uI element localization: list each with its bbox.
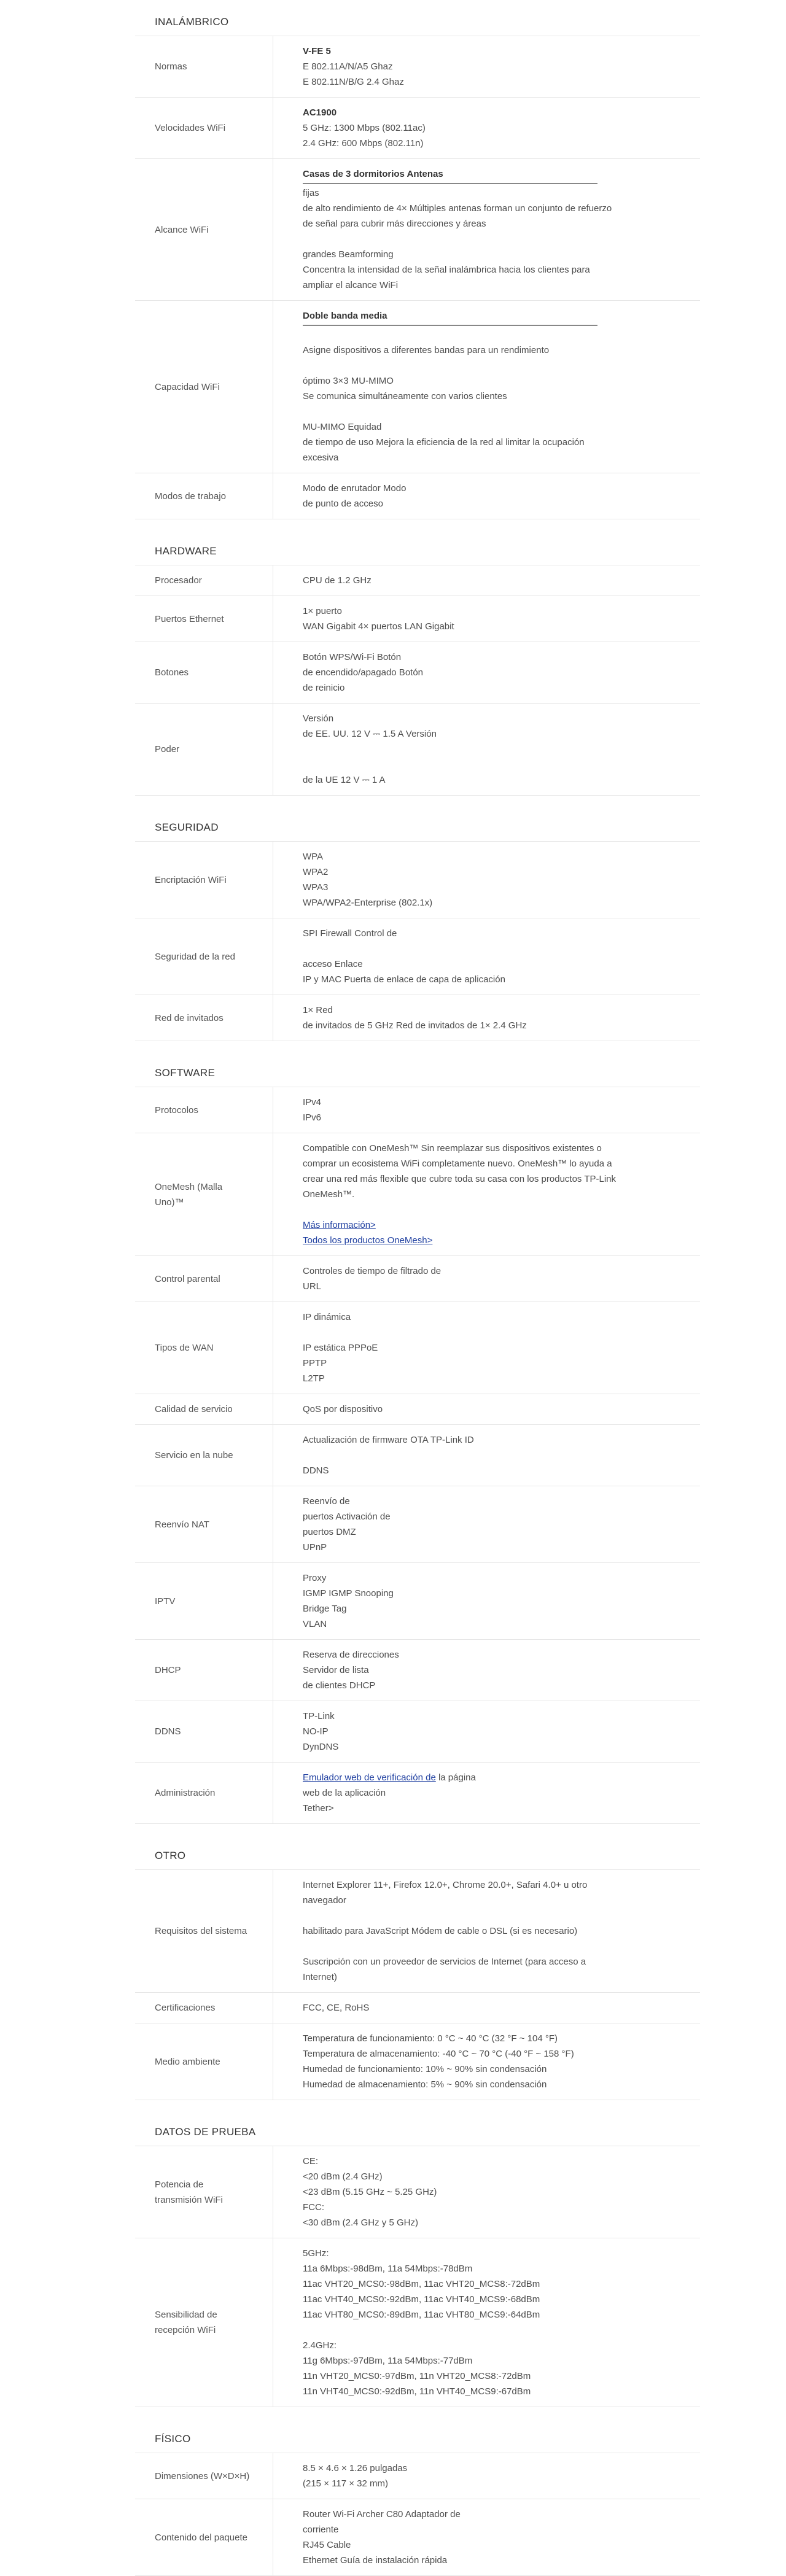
spec-row-contenido-del-paquete (135, 2499, 700, 2576)
spacer (303, 1325, 617, 1340)
spec-label (135, 2453, 273, 2499)
spec-row-poder (135, 704, 700, 796)
spec-line: 1× Red (303, 1005, 333, 1015)
spec-label (135, 1394, 273, 1424)
spec-line: WPA2 (303, 867, 329, 877)
spec-line: de EE. UU. 12 V ⎓ 1.5 A Versión (303, 729, 437, 739)
spec-line: E 802.11A/N/A5 Ghaz (303, 61, 393, 72)
spec-label (135, 918, 273, 995)
spec-value (273, 2499, 617, 2575)
spec-line: Doble banda media (303, 308, 597, 326)
spec-label-text: Protocolos (155, 1104, 198, 1115)
spec-line: acceso Enlace (303, 959, 363, 969)
spec-line: Bridge Tag (303, 1604, 347, 1614)
spec-label-text: Requisitos del sistema (155, 1926, 247, 1936)
spec-line: puertos DMZ (303, 1527, 356, 1537)
spec-label-text: Sensibilidad de recepción WiFi (155, 2310, 217, 2335)
spec-line: <20 dBm (2.4 GHz) (303, 2171, 383, 2182)
spec-line (303, 1233, 617, 1248)
spec-line: de la UE 12 V ⎓ 1 A (303, 775, 386, 785)
spacer (303, 2322, 617, 2338)
section-software (135, 1066, 700, 1824)
spec-row-alcance-wifi (135, 159, 700, 301)
spec-line: Actualización de firmware OTA TP-Link ID (303, 1435, 474, 1445)
spec-value (273, 1394, 617, 1424)
spec-link[interactable]: Todos los productos OneMesh> (303, 1235, 433, 1246)
spec-line: Reenvío de (303, 1496, 350, 1507)
spec-label (135, 1993, 273, 2023)
spec-value (273, 2453, 617, 2499)
spec-label-text: Normas (155, 61, 187, 72)
spec-line: 5GHz: (303, 2248, 329, 2259)
spec-label (135, 1563, 273, 1639)
spacer (303, 1908, 617, 1923)
spec-line: WAN Gigabit 4× puertos LAN Gigabit (303, 621, 454, 632)
spec-label (135, 1640, 273, 1701)
spec-line: IP y MAC Puerta de enlace de capa de aplicación (303, 974, 505, 985)
spec-row-dhcp (135, 1640, 700, 1701)
spec-label-text: Procesador (155, 575, 202, 586)
spec-value (273, 995, 617, 1041)
spec-label (135, 1486, 273, 1562)
spec-label (135, 301, 273, 473)
spec-line: Humedad de funcionamiento: 10% ~ 90% sin condensación (303, 2064, 547, 2074)
spec-line: <30 dBm (2.4 GHz y 5 GHz) (303, 2217, 418, 2228)
spec-line: de clientes DHCP (303, 1680, 376, 1691)
spec-line: Asigne dispositivos a diferentes bandas para un rendimiento (303, 345, 550, 355)
spec-line: IPv6 (303, 1112, 322, 1123)
spec-line (303, 1217, 617, 1233)
spec-value (273, 1701, 617, 1762)
spec-line: 11g 6Mbps:-97dBm, 11a 54Mbps:-77dBm (303, 2356, 473, 2366)
spec-line: E 802.11N/B/G 2.4 Ghaz (303, 77, 404, 87)
spec-row-reenvio-nat (135, 1486, 700, 1563)
spec-line: 2.4 GHz: 600 Mbps (802.11n) (303, 138, 424, 149)
spec-line: 8.5 × 4.6 × 1.26 pulgadas (303, 2463, 408, 2473)
spec-line: Casas de 3 dormitorios Antenas (303, 166, 597, 184)
spec-row-seguridad-de-la-red (135, 918, 700, 995)
spec-row-botones (135, 642, 700, 704)
spacer (303, 1448, 617, 1463)
spec-label-text: Velocidades WiFi (155, 123, 226, 133)
spacer (303, 1939, 617, 1954)
spec-row-ddns (135, 1701, 700, 1763)
spec-line: AC1900 (303, 107, 337, 118)
spec-line: WPA3 (303, 882, 329, 893)
spec-line: óptimo 3×3 MU-MIMO (303, 376, 394, 386)
spec-label-text: Tipos de WAN (155, 1343, 214, 1353)
spec-value (273, 1486, 617, 1562)
spec-label-text: Control parental (155, 1273, 220, 1284)
spec-label-text: DDNS (155, 1726, 181, 1737)
spec-line: habilitado para JavaScript Módem de cable o DSL (si es necesario) (303, 1926, 578, 1936)
spec-line: Se comunica simultáneamente con varios clientes (303, 391, 507, 402)
spec-value (273, 1302, 617, 1394)
spec-row-certificaciones (135, 1993, 700, 2023)
spec-line: PPTP (303, 1358, 327, 1368)
spacer (303, 941, 617, 956)
spec-label (135, 1087, 273, 1133)
spec-line: 5 GHz: 1300 Mbps (802.11ac) (303, 123, 426, 133)
spec-line: <23 dBm (5.15 GHz ~ 5.25 GHz) (303, 2187, 437, 2197)
spec-row-encriptacion-wifi (135, 842, 700, 918)
spec-line: DynDNS (303, 1742, 339, 1752)
spec-line: Reserva de direcciones (303, 1650, 399, 1660)
spec-link[interactable]: Emulador web de verificación de (303, 1772, 436, 1783)
spec-value (273, 918, 617, 995)
spec-label (135, 1870, 273, 1992)
spec-line: RJ45 Cable (303, 2540, 351, 2550)
spec-line: IGMP IGMP Snooping (303, 1588, 394, 1599)
spec-line: IP dinámica (303, 1312, 351, 1322)
spec-row-tipos-de-wan (135, 1302, 700, 1394)
spec-value (273, 1087, 617, 1133)
spec-link[interactable]: Más información> (303, 1220, 376, 1230)
spec-row-potencia-de-transmision-wifi (135, 2146, 700, 2238)
spacer (303, 327, 617, 343)
spec-row-iptv (135, 1563, 700, 1640)
spec-label (135, 2146, 273, 2238)
spec-label-text: OneMesh (Malla Uno)™ (155, 1181, 223, 1208)
spec-label-text: Medio ambiente (155, 2056, 220, 2067)
spec-line: Internet Explorer 11+, Firefox 12.0+, Chrome 20.0+, Safari 4.0+ u otro navegador (303, 1880, 588, 1906)
section-datos-de-prueba (135, 2125, 700, 2407)
spacer (303, 1202, 617, 1217)
spec-label-text: Botones (155, 667, 189, 678)
section-title: INALÁMBRICO (135, 15, 700, 36)
spec-value (273, 1763, 617, 1823)
spec-value (273, 1640, 617, 1701)
spec-label (135, 704, 273, 795)
spec-value (273, 1563, 617, 1639)
spec-label (135, 159, 273, 300)
spec-line: 11n VHT20_MCS0:-97dBm, 11n VHT20_MCS8:-72dBm (303, 2371, 531, 2381)
spec-value (273, 301, 617, 473)
spec-line: Compatible con OneMesh™ Sin reemplazar sus dispositivos existentes o comprar un ecosistema WiFi completamente nuevo. OneMesh™ lo ayuda a crear una red más flexible que cubre toda su casa con los productos TP-Link OneMesh™. (303, 1143, 616, 1200)
spec-line (303, 1770, 617, 1785)
spec-line: CPU de 1.2 GHz (303, 575, 372, 586)
spec-line: Proxy (303, 1573, 327, 1583)
spacer (303, 757, 617, 772)
spec-label-text: Seguridad de la red (155, 951, 235, 962)
spec-line: DDNS (303, 1465, 329, 1476)
spec-label-text: Potencia de transmisión WiFi (155, 2179, 223, 2205)
spec-row-requisitos-del-sistema (135, 1870, 700, 1993)
spec-label-text: Administración (155, 1788, 216, 1798)
spec-value (273, 1425, 617, 1486)
spec-label (135, 1256, 273, 1302)
spec-label (135, 1701, 273, 1762)
spec-row-procesador (135, 565, 700, 596)
spec-row-onemesh-malla-uno (135, 1133, 700, 1256)
spec-row-capacidad-wifi (135, 301, 700, 473)
spec-line: Suscripción con un proveedor de servicios de Internet (para acceso a Internet) (303, 1957, 586, 1982)
section-hardware (135, 544, 700, 796)
spec-line: Controles de tiempo de filtrado de (303, 1266, 442, 1276)
spec-row-calidad-de-servicio (135, 1394, 700, 1425)
spec-line: VLAN (303, 1619, 327, 1629)
spec-value (273, 642, 617, 703)
spec-label-text: Capacidad WiFi (155, 381, 220, 392)
spec-line: 2.4GHz: (303, 2340, 337, 2351)
spec-label-text: DHCP (155, 1665, 181, 1675)
spec-label-text: Puertos Ethernet (155, 613, 224, 624)
spec-line: puertos Activación de (303, 1511, 391, 1522)
spec-label (135, 596, 273, 642)
spec-label (135, 36, 273, 97)
spec-label (135, 2499, 273, 2575)
spec-line: Servidor de lista (303, 1665, 369, 1675)
spec-value (273, 159, 617, 300)
spec-label (135, 98, 273, 158)
spec-line: Modo de enrutador Modo (303, 483, 407, 494)
spec-value (273, 704, 617, 795)
spec-row-control-parental (135, 1256, 700, 1302)
spec-line: Versión (303, 713, 334, 724)
section-title: HARDWARE (135, 544, 700, 565)
spec-label-text: Reenvío NAT (155, 1519, 209, 1530)
spec-label (135, 995, 273, 1041)
spec-label-text: Poder (155, 744, 180, 755)
spec-line: Humedad de almacenamiento: 5% ~ 90% sin condensación (303, 2079, 547, 2090)
spec-label (135, 473, 273, 519)
spec-label (135, 1763, 273, 1823)
spec-label-text: Red de invitados (155, 1012, 224, 1023)
spec-row-modos-de-trabajo (135, 473, 700, 519)
spec-line: de encendido/apagado Botón (303, 667, 424, 678)
spec-line: WPA/WPA2-Enterprise (802.1x) (303, 898, 433, 908)
spec-line: WPA (303, 852, 324, 862)
spacer (303, 231, 617, 247)
spec-value (273, 36, 617, 97)
spec-line: 11ac VHT40_MCS0:-92dBm, 11ac VHT40_MCS9:-68dBm (303, 2294, 540, 2305)
spec-line: FCC: (303, 2202, 324, 2213)
section-title: SEGURIDAD (135, 820, 700, 842)
spec-row-velocidades-wifi (135, 98, 700, 159)
spec-line: FCC, CE, RoHS (303, 2003, 370, 2013)
spec-page (135, 0, 700, 2576)
spec-row-puertos-ethernet (135, 596, 700, 642)
spec-label (135, 1425, 273, 1486)
spec-line: Tether> (303, 1803, 334, 1814)
section-otro (135, 1849, 700, 2100)
spec-row-sensibilidad-de-recepcion-wifi (135, 2238, 700, 2407)
section-title: SOFTWARE (135, 1066, 700, 1087)
spec-label-text: Encriptación WiFi (155, 874, 227, 885)
spec-line: 11ac VHT80_MCS0:-89dBm, 11ac VHT80_MCS9:-64dBm (303, 2310, 540, 2320)
section-inalambrico (135, 15, 700, 519)
spec-row-normas (135, 36, 700, 98)
spacer (303, 404, 617, 419)
spec-line: Temperatura de almacenamiento: -40 °C ~ 70 °C (-40 °F ~ 158 °F) (303, 2049, 574, 2059)
spec-value (273, 1993, 617, 2023)
spec-row-protocolos (135, 1087, 700, 1133)
spec-label-text: Calidad de servicio (155, 1404, 233, 1414)
spec-value (273, 2238, 617, 2407)
spec-value (273, 1256, 617, 1302)
spec-line: MU-MIMO Equidad (303, 422, 382, 432)
spec-line: NO-IP (303, 1726, 329, 1737)
spec-line: de tiempo de uso Mejora la eficiencia de la red al limitar la ocupación excesiva (303, 437, 585, 463)
section-title: DATOS DE PRUEBA (135, 2125, 700, 2146)
spec-label-text: Servicio en la nube (155, 1450, 233, 1461)
spec-value (273, 565, 617, 596)
spec-line: TP-Link (303, 1711, 335, 1721)
section-fisico (135, 2432, 700, 2576)
spec-label (135, 642, 273, 703)
spec-label-text: Dimensiones (W×D×H) (155, 2470, 250, 2481)
spec-line: 11a 6Mbps:-98dBm, 11a 54Mbps:-78dBm (303, 2264, 473, 2274)
spec-row-servicio-en-la-nube (135, 1425, 700, 1486)
spec-line: web de la aplicación (303, 1788, 386, 1798)
spec-line: QoS por dispositivo (303, 1404, 383, 1414)
spec-line: IPv4 (303, 1097, 322, 1108)
spec-value (273, 1133, 617, 1255)
spec-label-text: IPTV (155, 1596, 176, 1607)
spec-label (135, 565, 273, 596)
spec-line: Temperatura de funcionamiento: 0 °C ~ 40 °C (32 °F ~ 104 °F) (303, 2033, 558, 2044)
spec-label (135, 2023, 273, 2100)
spec-line: Ethernet Guía de instalación rápida (303, 2555, 448, 2566)
spec-line: V-FE 5 (303, 46, 331, 56)
spec-label-text: Alcance WiFi (155, 224, 209, 235)
spec-row-medio-ambiente (135, 2023, 700, 2100)
spec-row-administracion (135, 1763, 700, 1824)
section-title: FÍSICO (135, 2432, 700, 2453)
spec-label (135, 1133, 273, 1255)
spec-value (273, 1870, 617, 1992)
spec-line: de alto rendimiento de 4× Múltiples antenas forman un conjunto de refuerzo de señal para cubrir más direcciones y áreas (303, 203, 612, 229)
spacer (303, 742, 617, 757)
spec-line: grandes Beamforming (303, 249, 394, 260)
spec-line: 11ac VHT20_MCS0:-98dBm, 11ac VHT20_MCS8:-72dBm (303, 2279, 540, 2289)
spec-label (135, 2238, 273, 2407)
spec-value (273, 98, 617, 158)
spacer (303, 358, 617, 373)
spec-line: fijas (303, 188, 319, 198)
spec-line: UPnP (303, 1542, 327, 1553)
spec-value (273, 596, 617, 642)
spec-line: CE: (303, 2156, 319, 2167)
section-seguridad (135, 820, 700, 1041)
spec-line: URL (303, 1281, 322, 1292)
spec-label (135, 842, 273, 918)
spec-line: corriente (303, 2524, 339, 2535)
spec-line: Botón WPS/Wi-Fi Botón (303, 652, 402, 662)
spec-line: SPI Firewall Control de (303, 928, 397, 939)
spec-value (273, 473, 617, 519)
spec-line: (215 × 117 × 32 mm) (303, 2478, 388, 2489)
spec-line: 11n VHT40_MCS0:-92dBm, 11n VHT40_MCS9:-67dBm (303, 2386, 531, 2397)
spec-label-text: Certificaciones (155, 2003, 216, 2013)
spec-line: de invitados de 5 GHz Red de invitados de 1× 2.4 GHz (303, 1020, 527, 1031)
spec-link-suffix: la página (435, 1772, 476, 1783)
spec-row-red-de-invitados (135, 995, 700, 1041)
spec-value (273, 2146, 617, 2238)
section-title: OTRO (135, 1849, 700, 1870)
spec-line: L2TP (303, 1373, 325, 1384)
spec-line: Router Wi-Fi Archer C80 Adaptador de (303, 2509, 461, 2520)
spec-line: de reinicio (303, 683, 345, 693)
spec-line: 1× puerto (303, 606, 342, 616)
spec-label-text: Contenido del paquete (155, 2532, 247, 2543)
spec-line: Concentra la intensidad de la señal inalámbrica hacia los clientes para ampliar el alcance WiFi (303, 265, 590, 290)
spec-line: IP estática PPPoE (303, 1343, 378, 1353)
spec-value (273, 2023, 617, 2100)
spec-label (135, 1302, 273, 1394)
spec-line: de punto de acceso (303, 499, 383, 509)
spec-value (273, 842, 617, 918)
spec-row-dimensiones-w-d-h (135, 2453, 700, 2499)
spec-label-text: Modos de trabajo (155, 491, 226, 502)
